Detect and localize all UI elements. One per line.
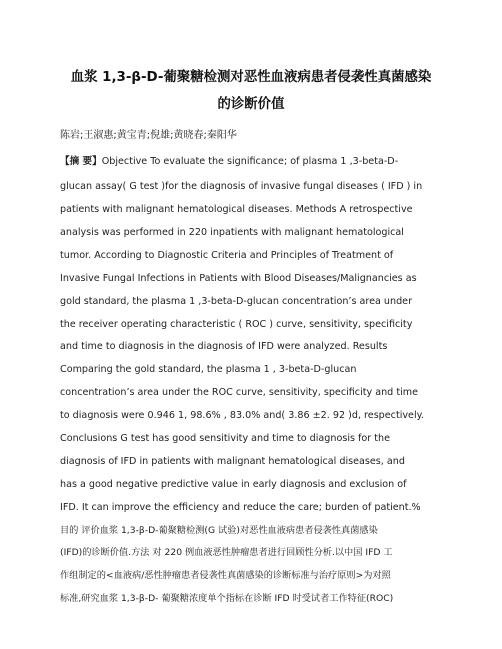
abstract-line: 目的 评价血浆 1,3-β-D-葡聚糖检测(G 试验)对恶性血液病患者侵袭性真菌感染 — [60, 525, 378, 536]
abstract-line: and time to diagnosis in the diagnosis of IFD were analyzed. Results — [60, 341, 388, 352]
abstract-line: 作组制定的<血液病/恶性肿瘤患者侵袭性真菌感染的诊断标准与治疗原则>为对照 — [60, 570, 391, 581]
abstract-line: glucan assay( G test )for the diagnosis of invasive fungal diseases ( IFD ) in — [60, 181, 423, 192]
abstract-line: patients with malignant hematological diseases. Methods A retrospective — [60, 204, 413, 215]
abstract-line: gold standard, the plasma 1 ,3-beta-D-glucan concentration’s area under — [60, 296, 413, 307]
abstract-label: 【摘 要】 — [60, 156, 102, 167]
abstract-line: tumor. According to Diagnostic Criteria and Principles of Treatment of — [60, 250, 394, 261]
abstract-line: 标准,研究血浆 1,3-β-D- 葡聚糖浓度单个指标在诊断 IFD 时受试者工作特征(ROC) — [60, 593, 394, 604]
authors: 陈岩;王淑惠;黄宝青;倪雄;黄晓春;秦阳华 — [60, 130, 237, 141]
title-line-2: 的诊断价值 — [217, 97, 285, 112]
abstract-line: 【摘 要】Objective To evaluate the significance; of plasma 1 ,3-beta-D- — [60, 156, 399, 167]
abstract-line: (IFD)的诊断价值.方法 对 220 例血液恶性肿瘤患者进行回顾性分析.以中国 IFD 工 — [60, 547, 393, 558]
abstract-line: concentration’s area under the ROC curve, sensitivity, specificity and time — [60, 387, 418, 398]
abstract-line: has a good negative predictive value in early diagnosis and exclusion of — [60, 479, 407, 490]
abstract-line: Conclusions G test has good sensitivity and time to diagnosis for the — [60, 433, 391, 444]
abstract-line: Comparing the gold standard, the plasma 1 , 3-beta-D-glucan — [60, 364, 357, 375]
abstract-line: IFD. It can improve the efficiency and reduce the care; burden of patient.% — [60, 502, 421, 513]
abstract-line: analysis was performed in 220 inpatients with malignant hematological — [60, 227, 404, 238]
abstract-line: Invasive Fungal Infections in Patients with Blood Diseases/Malignancies as — [60, 273, 417, 284]
abstract-line: to diagnosis were 0.946 1, 98.6% , 83.0% and( 3.86 ±2. 92 )d, respectively. — [60, 410, 424, 421]
title-line-1: 血浆 1,3-β-D-葡聚糖检测对恶性血液病患者侵袭性真菌感染 — [70, 70, 432, 85]
abstract-line: the receiver operating characteristic ( ROC ) curve, sensitivity, specificity — [60, 319, 413, 330]
abstract-line: diagnosis of IFD in patients with malignant hematological diseases, and — [60, 456, 405, 467]
